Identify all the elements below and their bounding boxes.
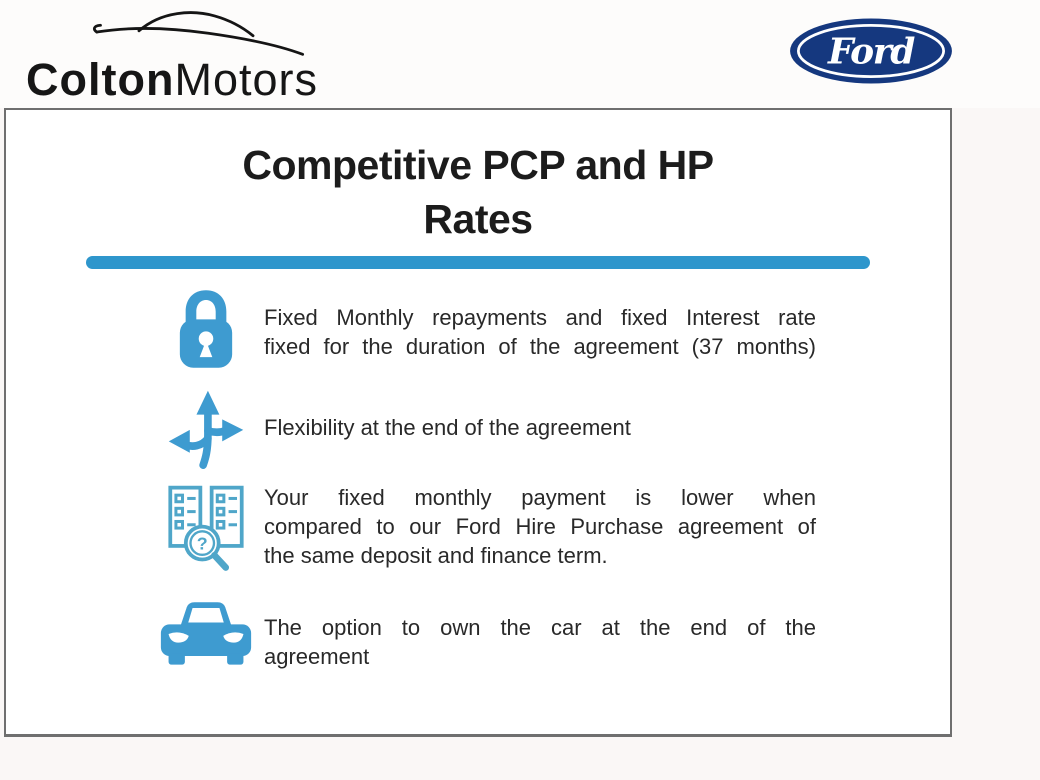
dealer-name-light: Motors	[174, 54, 318, 105]
text-line: Flexibility at the end of the agreement	[264, 414, 631, 440]
document-search-icon	[158, 481, 254, 577]
panel-title: Competitive PCP and HP Rates	[242, 142, 714, 242]
text-line: The option to own the car at the end of the	[264, 615, 816, 640]
text-line: agreement	[264, 644, 370, 669]
blue-divider	[86, 256, 870, 269]
benefit-item-flexibility	[158, 385, 950, 469]
car-icon	[158, 595, 254, 671]
ford-oval-icon	[788, 16, 954, 86]
text-line: Fixed Monthly repayments and fixed Interest rate	[264, 305, 816, 330]
benefit-text	[264, 287, 816, 371]
rates-panel	[4, 108, 952, 737]
benefit-text	[264, 595, 816, 671]
benefit-item-own-car	[158, 595, 950, 671]
dealer-wordmark	[26, 56, 318, 104]
ford-wordmark: Ford	[827, 30, 915, 73]
flexibility-arrows-icon	[158, 385, 254, 469]
text-line: the same deposit and finance term.	[264, 543, 608, 568]
benefit-item-lower-payment	[158, 481, 950, 577]
text-line: Your fixed monthly payment is lower when	[264, 485, 816, 510]
benefit-text	[264, 481, 816, 577]
text-line: fixed for the duration of the agreement (37 months)	[264, 334, 816, 359]
dealer-name-bold: Colton	[26, 54, 175, 105]
question-mark: ?	[196, 533, 208, 554]
text-line: compared to our Ford Hire Purchase agreement of	[264, 514, 816, 539]
colton-motors-logo	[16, 4, 376, 106]
benefit-text	[264, 413, 816, 442]
benefit-list	[6, 287, 950, 671]
lock-icon	[158, 287, 254, 371]
header	[0, 0, 1040, 108]
benefit-item-fixed-repayments	[158, 287, 950, 371]
